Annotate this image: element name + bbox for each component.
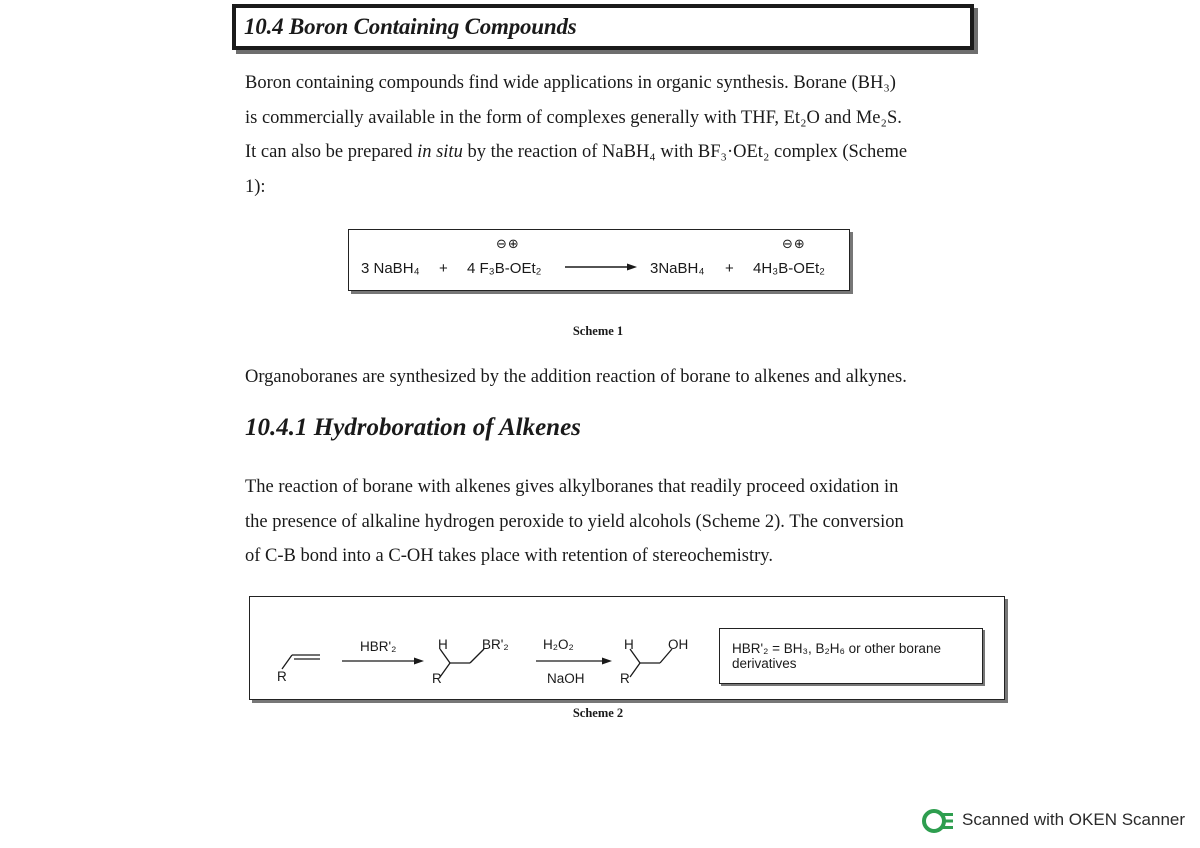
scheme2-note-line2: derivatives xyxy=(732,656,797,671)
section-title: 10.4 Boron Containing Compounds xyxy=(244,14,577,39)
scheme1-plus2: + xyxy=(725,260,734,277)
para1-line4: 1): xyxy=(245,176,266,197)
intro-paragraph xyxy=(245,66,961,204)
scheme1-charges-right: ⊖⊕ xyxy=(782,236,806,251)
scheme2-caption: Scheme 2 xyxy=(572,706,624,720)
scheme1-product2: 4H₃B-OEt₂ xyxy=(753,260,825,277)
scheme2-oh-end: OH xyxy=(668,637,689,652)
scanner-watermark-text: Scanned with OKEN Scanner xyxy=(962,810,1186,829)
scheme2-note-box xyxy=(719,628,983,684)
para1-line1: Boron containing compounds find wide applications in organic synthesis. Borane (BH₃) xyxy=(245,73,896,93)
para3-line3: of C-B bond into a C-OH takes place with retention of stereochemistry. xyxy=(245,546,773,566)
scheme1-reactant2: 4 F₃B-OEt₂ xyxy=(467,260,542,277)
section-heading-box xyxy=(232,4,974,50)
scheme1-caption: Scheme 1 xyxy=(572,324,624,338)
scheme2-br-mid: BR'₂ xyxy=(482,637,509,652)
scheme2-reagent1: HBR'₂ xyxy=(360,639,397,654)
scheme2-r-start: R xyxy=(277,669,287,684)
organoboranes-paragraph: Organoboranes are synthesized by the addition reaction of borane to alkenes and alkynes. xyxy=(245,367,907,387)
scheme2-note-line1: HBR'₂ = BH₃, B₂H₆ or other borane xyxy=(732,641,941,656)
scheme2-r-mid: R xyxy=(432,671,442,686)
scheme1-box xyxy=(348,229,850,291)
subsection-title: 10.4.1 Hydroboration of Alkenes xyxy=(245,414,581,441)
scheme1-product1: 3NaBH₄ xyxy=(650,260,705,277)
scheme2-r-end: R xyxy=(620,671,630,686)
scheme2-h-end: H xyxy=(624,637,634,652)
para3-line1: The reaction of borane with alkenes gives alkylboranes that readily proceed oxidation in xyxy=(245,477,899,497)
scheme1-plus1: + xyxy=(439,260,448,277)
para1-line2: is commercially available in the form of complexes generally with THF, Et₂O and Me₂S. xyxy=(245,107,902,128)
para1-line3: It can also be prepared in situ by the reaction of NaBH₄ with BF₃·OEt₂ complex (Scheme xyxy=(245,142,908,162)
scheme1-reactant1: 3 NaBH₄ xyxy=(361,260,420,277)
scheme1-arrow xyxy=(565,262,637,272)
hydroboration-paragraph xyxy=(245,470,961,574)
oken-logo-icon xyxy=(921,808,955,834)
scheme1-charges-left: ⊖⊕ xyxy=(496,236,520,251)
scheme2-box xyxy=(249,596,1005,700)
para3-line2: the presence of alkaline hydrogen peroxide to yield alcohols (Scheme 2). The conversion xyxy=(245,511,904,532)
scheme2-reagent2-bottom: NaOH xyxy=(547,671,585,686)
scheme2-h-mid: H xyxy=(438,637,448,652)
scheme2-reagent2-top: H₂O₂ xyxy=(543,637,574,652)
